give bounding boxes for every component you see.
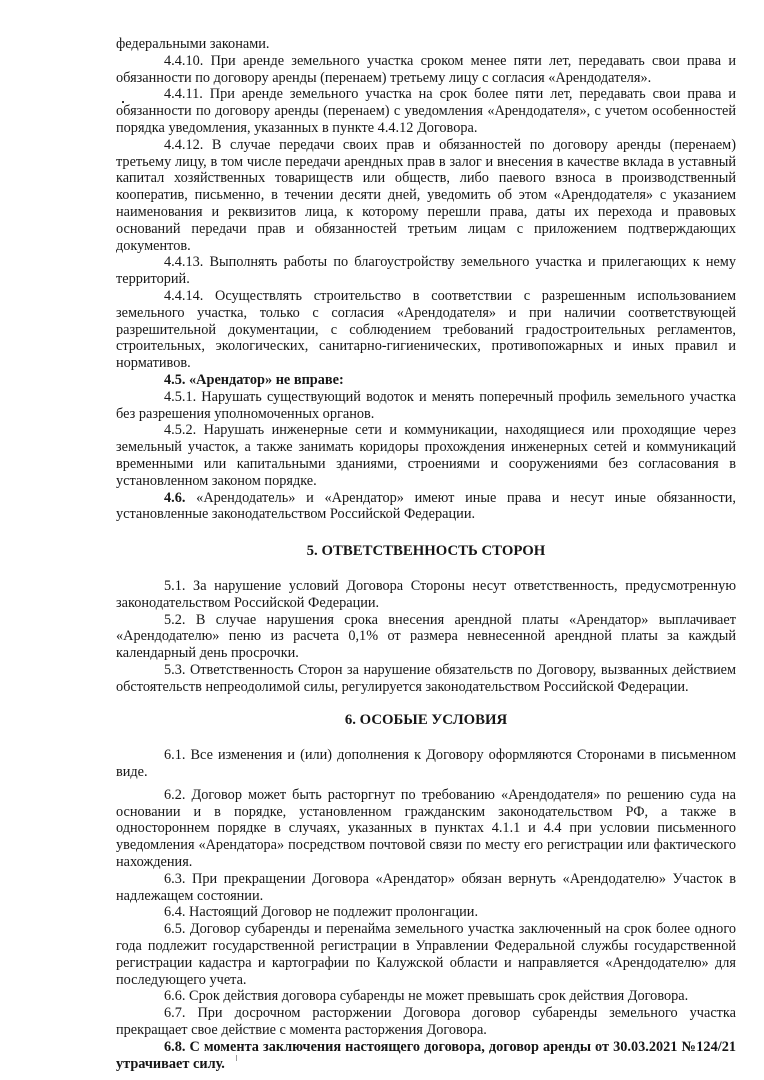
clause-text: Осуществлять строительство в соответствии с разрешенным использованием земельного участка, только с согласия «Арендодателя» и при наличии соответствующей разрешительной документации, с соблюдением требований градостроительных регламентов, строительных, экологических, санитарно-гигиенических, противопожарных и иных правил и нормативов. bbox=[116, 287, 737, 372]
clause-4-4-13 bbox=[116, 254, 736, 288]
clause-6-8 bbox=[116, 1039, 736, 1073]
clause-number: 6.8. bbox=[164, 1038, 186, 1055]
clause-number: 4.4.11. bbox=[164, 86, 203, 103]
clause-number: 4.4.10. bbox=[164, 52, 204, 69]
clause-number: 6.2. bbox=[164, 786, 186, 803]
clause-text: С момента заключения настоящего договора, договор аренды от 30.03.2021 №124/21 утрачивает силу. bbox=[116, 1038, 736, 1072]
clause-number: 6.7. bbox=[164, 1005, 186, 1022]
clause-text: Ответственность Сторон за нарушение обязательств по Договору, вызванных действием обстоятельств непреодолимой силы, регулируется законодательством Российской Федерации. bbox=[116, 661, 737, 695]
clause-text: За нарушение условий Договора Стороны несут ответственность, предусмотренную законодательством Российской Федерации. bbox=[116, 577, 736, 611]
paragraph-continuation bbox=[116, 36, 736, 53]
clause-4-4-10 bbox=[116, 53, 736, 87]
clause-text: Срок действия договора субаренды не может превышать срок действия Договора. bbox=[189, 988, 689, 1005]
clause-6-3 bbox=[116, 871, 736, 905]
clause-4-5-heading: 4.5. «Арендатор» не вправе: bbox=[164, 371, 344, 388]
clause-4-6 bbox=[116, 490, 736, 524]
clause-5-2 bbox=[116, 612, 736, 662]
clause-text: При досрочном расторжении Договора договор субаренды земельного участка прекращает свое действие с момента расторжения Договора. bbox=[116, 1005, 737, 1039]
clause-6-4 bbox=[116, 904, 736, 921]
clause-number: 4.5.1. bbox=[164, 388, 197, 405]
clause-4-4-14 bbox=[116, 288, 736, 372]
clause-text: Все изменения и (или) дополнения к Договору оформляются Сторонами в письменном виде. bbox=[116, 747, 737, 781]
clause-number: 5.1. bbox=[164, 577, 186, 594]
clause-text: В случае передачи своих прав и обязанностей по договору аренды (перенаем) третьему лицу, в том числе передачи арендных прав в залог и внесения в качестве вклада в уставный капитал хозяйственных товариществ или обществ, либо паевого взноса в производственный кооператив, письменно, в течении десяти дней, уведомить об этом «Арендодателя» с указанием наименования и реквизитов лица, к которому перешли права, даты их перехода и правовых оснований передачи прав и обязанностей третьим лицам с приложением подтверждающих документов. bbox=[116, 136, 736, 254]
clause-5-3 bbox=[116, 662, 736, 696]
section-6-title: 6. ОСОБЫЕ УСЛОВИЯ bbox=[344, 712, 508, 729]
clause-6-2 bbox=[116, 787, 736, 871]
paragraph-text: федеральными законами. bbox=[116, 36, 270, 52]
clause-text: Выполнять работы по благоустройству земельного участка и прилегающих к нему территорий. bbox=[116, 254, 737, 288]
clause-6-6 bbox=[116, 988, 736, 1005]
clause-4-5-1 bbox=[116, 389, 736, 423]
clause-number: 5.3. bbox=[164, 661, 186, 678]
clause-number: 6.6. bbox=[164, 988, 186, 1005]
clause-5-1 bbox=[116, 578, 736, 612]
clause-4-5-2 bbox=[116, 422, 736, 489]
clause-text: При аренде земельного участка на срок более пяти лет, передавать свои права и обязанности по договору аренды (перенаем) с уведомления «Арендодателя», с учетом особенностей порядка уведомления, указанных в пункте 4.4.12 Договора. bbox=[116, 86, 736, 136]
clause-6-5 bbox=[116, 921, 736, 988]
document-page bbox=[116, 36, 736, 1072]
clause-6-7 bbox=[116, 1005, 736, 1039]
section-5-title: 5. ОТВЕТСТВЕННОСТЬ СТОРОН bbox=[306, 543, 546, 560]
clause-text: «Арендодатель» и «Арендатор» имеют иные права и несут иные обязанности, установленные законодательством Российской Федерации. bbox=[116, 489, 736, 523]
clause-number: 4.4.12. bbox=[164, 136, 204, 153]
clause-text: При прекращении Договора «Арендатор» обязан вернуть «Арендодателю» Участок в надлежащем состоянии. bbox=[116, 870, 737, 904]
clause-text: В случае нарушения срока внесения арендной платы «Арендатор» выплачивает «Арендодателю» пеню из расчета 0,1% от размера невнесенной арендной платы за каждый календарный день просрочки. bbox=[116, 611, 736, 662]
clause-number: 6.3. bbox=[164, 870, 186, 887]
clause-4-4-12 bbox=[116, 137, 736, 255]
clause-number: 6.1. bbox=[164, 747, 186, 764]
clause-text: Договор субаренды и перенайма земельного участка заключенный на срок более одного года подлежит государственной регистрации в Управлении Федеральной службы государственной регистрации кадастра и картографии по Калужской области и направляется «Арендодателю» для последующего учета. bbox=[116, 921, 736, 988]
clause-text: Настоящий Договор не подлежит пролонгации. bbox=[189, 904, 479, 921]
clause-text: Нарушать инженерные сети и коммуникации, находящиеся или проходящие через земельный участок, а также занимать коридоры прохождения инженерных сетей и коммуникаций временными или капитальными зданиями, строениями и сооружениями без согласования в установленном законом порядке. bbox=[116, 422, 736, 489]
clause-4-4-11 bbox=[116, 86, 736, 136]
clause-text: Нарушать существующий водоток и менять поперечный профиль земельного участка без разрешения уполномоченных органов. bbox=[116, 388, 736, 422]
clause-text: При аренде земельного участка сроком менее пяти лет, передавать свои права и обязанности по договору аренды (перенаем) третьему лицу с согласия «Арендодателя». bbox=[116, 52, 736, 86]
clause-number: 4.4.14. bbox=[164, 287, 204, 304]
clause-number: 4.5.2. bbox=[164, 422, 197, 439]
clause-number: 4.6. bbox=[164, 489, 186, 506]
clause-number: 6.5. bbox=[164, 921, 186, 938]
clause-number: 6.4. bbox=[164, 904, 186, 921]
clause-6-1 bbox=[116, 747, 736, 781]
clause-text: Договор может быть расторгнут по требованию «Арендодателя» по решению суда на основании и в порядке, установленном гражданским законодательством РФ, а также в одностороннем порядке в случаях, указанных в пунктах 4.1.1 и 4.4 при условии письменного уведомления «Арендатора» посредством почтовой связи по месту его регистрации или фактического нахождения. bbox=[116, 786, 736, 871]
clause-number: 5.2. bbox=[164, 611, 186, 628]
clause-number: 4.4.13. bbox=[164, 254, 204, 271]
